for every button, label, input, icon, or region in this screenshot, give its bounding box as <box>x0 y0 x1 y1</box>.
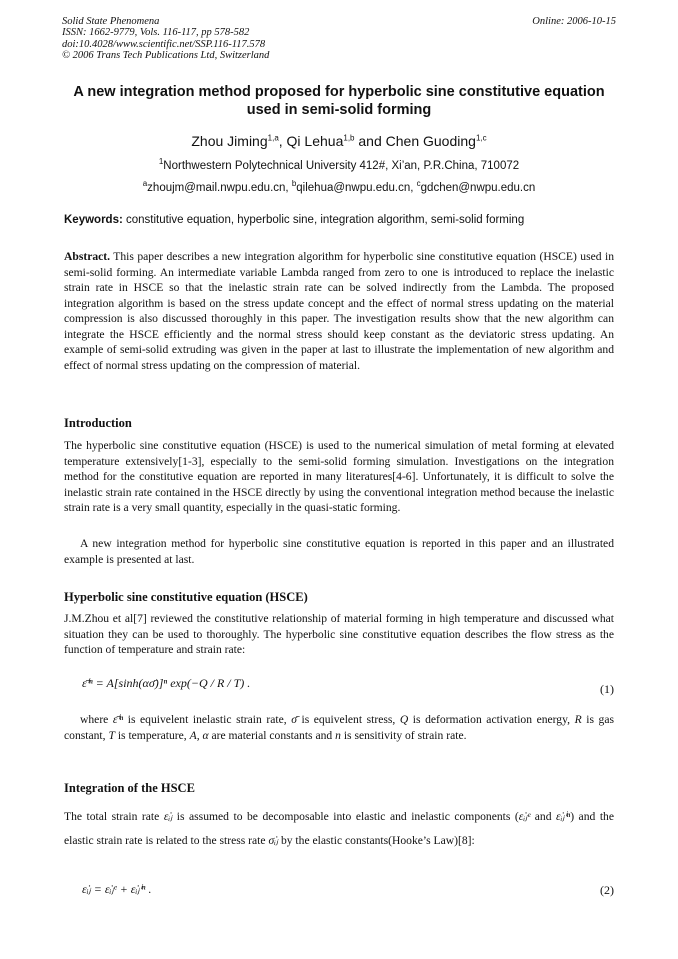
abstract-label: Abstract. <box>64 250 111 263</box>
email-superscript: a <box>142 179 148 188</box>
text-run: is equivelent stress, <box>301 713 396 726</box>
author-superscript: 1,b <box>343 133 355 143</box>
symbol-equivalent-stress: σ̄ <box>291 713 297 726</box>
abstract-paragraph <box>64 249 614 373</box>
text-run: is deformation activation energy, <box>412 713 571 726</box>
introduction-heading: Introduction <box>64 416 132 430</box>
integration-paragraph <box>64 805 614 853</box>
symbol-inelastic-strain-rate-ij: ε̇ᵢⱼⁱⁿ <box>556 810 571 823</box>
email-superscript: c <box>416 179 421 188</box>
doi-line: doi:10.4028/www.scientific.net/SSP.116-117.578 <box>62 38 266 50</box>
author-superscript: 1,c <box>475 133 487 143</box>
text-run: is assumed to be decomposable into elastic and inelastic components ( <box>176 810 519 823</box>
affiliation-superscript: 1 <box>158 157 164 166</box>
integration-heading: Integration of the HSCE <box>64 781 195 795</box>
paper-title: A new integration method proposed for hyperbolic sine constitutive equation used in semi-solid forming <box>73 84 605 118</box>
text-run: where <box>80 713 109 726</box>
symbol-n: n <box>335 728 341 742</box>
affiliation <box>62 157 616 172</box>
email-address: qilehua@nwpu.edu.cn, <box>296 181 414 194</box>
abstract-text: This paper describes a new integration algorithm for hyperbolic sine constitutive equation (HSCE) used in semi-solid forming. An intermediate variable Lambda ranged from zero to one is introduced to replace the inelastic strain rate in HSCE so that the inelastic strain rate can be solved indirectly from the Lambda. The proposed integration algorithm is based on the stress update concept and the effect of normal stress updating on the material compression is also discussed thoroughly in this paper. The investigation results show that the new algorithm can integrate the HSCE efficiently and the normal stress should keep constant as the deviatoric stress updating. An example of semi-solid extruding was given in the paper at last to illustrate the implementation of new algorithm and effect of normal stress updating on the compression of material. <box>64 250 614 372</box>
journal-header <box>62 16 269 61</box>
symbol-q: Q <box>399 713 409 726</box>
keywords-line <box>64 214 618 226</box>
email-list <box>62 179 616 194</box>
equation-1-number: (1) <box>600 682 614 696</box>
hsce-paragraph-1: J.M.Zhou et al[7] reviewed the constitutive relationship of material forming in high temperature and discussed what situation they can be used to thoroughly. The hyperbolic sine constitutive equation describes the flow stress as the function of temperature and strain rate: <box>64 612 614 656</box>
issn-line: ISSN: 1662-9779, Vols. 116-117, pp 578-582 <box>62 27 250 39</box>
text-run: is temperature, <box>117 728 187 742</box>
text-run: is equivelent inelastic strain rate, <box>127 713 287 726</box>
journal-name: Solid State Phenomena <box>62 16 160 27</box>
hsce-paragraph-2 <box>64 712 614 743</box>
online-date: Online: 2006-10-15 <box>532 16 616 27</box>
symbol-r: R <box>574 713 582 726</box>
text-run: is gas constant, <box>64 713 615 742</box>
keywords-text: constitutive equation, hyperbolic sine, integration algorithm, semi-solid forming <box>126 214 525 226</box>
copyright-line: © 2006 Trans Tech Publications Ltd, Switzerland <box>62 49 270 61</box>
text-run: are material constants and <box>211 728 333 742</box>
keywords-label: Keywords: <box>64 214 123 226</box>
symbol-elastic-strain-rate: ε̇ᵢⱼᵉ <box>518 810 531 823</box>
author-name: Zhou Jiming <box>191 133 268 149</box>
text-run: and <box>534 810 552 823</box>
author-name: Chen Guoding <box>385 133 476 149</box>
text-run: The total strain rate <box>64 810 160 823</box>
symbol-t: T <box>108 728 115 742</box>
symbol-inelastic-strain-rate: ε̄̇ⁱⁿ <box>112 713 124 726</box>
equation-1: ε̄̇ⁱⁿ = A[sinh(ασ̄)]ⁿ exp(−Q / R / T) . <box>82 676 251 690</box>
email-address: zhoujm@mail.nwpu.edu.cn, <box>147 181 289 194</box>
email-address: gdchen@nwpu.edu.cn <box>420 181 536 194</box>
text-run: by the elastic constants(Hooke’s Law)[8]: <box>280 834 475 847</box>
symbol-total-strain-rate: ε̇ᵢⱼ <box>163 810 173 823</box>
author-list: Zhou Jiming$^{1,a}$, Qi Lehua$^{1,b}$ and Chen Guoding$^{1,c}$ <box>191 133 487 149</box>
hsce-heading: Hyperbolic sine constitutive equation (HSCE) <box>64 590 308 604</box>
author-superscript: 1,a <box>267 133 279 143</box>
text-run: ) and the elastic strain rate is related to the stress rate <box>64 810 614 847</box>
author-name: Qi Lehua <box>286 133 344 149</box>
email-superscript: b <box>291 179 297 188</box>
text-run: is sensitivity of strain rate. <box>343 728 467 742</box>
affiliation-text: Northwestern Polytechnical University 412#, Xi’an, P.R.China, 710072 <box>163 159 520 172</box>
symbol-stress-rate: σ̇ᵢⱼ <box>268 834 279 847</box>
symbol-a-alpha: A, α <box>189 728 209 742</box>
introduction-paragraph-2: A new integration method for hyperbolic sine constitutive equation is reported in this paper and an illustrated example is presented at last. <box>64 537 614 566</box>
introduction-paragraph-1: The hyperbolic sine constitutive equation (HSCE) is used to the numerical simulation of metal forming at elevated temperature extensively[1-3], especially to the semi-solid forming simulation. Investigations on the integration method for the constitutive equation are reported in many literatures[4-6]. Unfortunately, it is difficult to solve the inelastic strain rate contained in the HSCE directly by using the conventional integration method because the inelastic strain rate is a very small quantity, especially in the quasi-static forming. <box>64 439 614 514</box>
equation-2-number: (2) <box>600 883 614 897</box>
equation-2: ε̇ᵢⱼ = ε̇ᵢⱼᵉ + ε̇ᵢⱼⁱⁿ . <box>82 882 152 896</box>
